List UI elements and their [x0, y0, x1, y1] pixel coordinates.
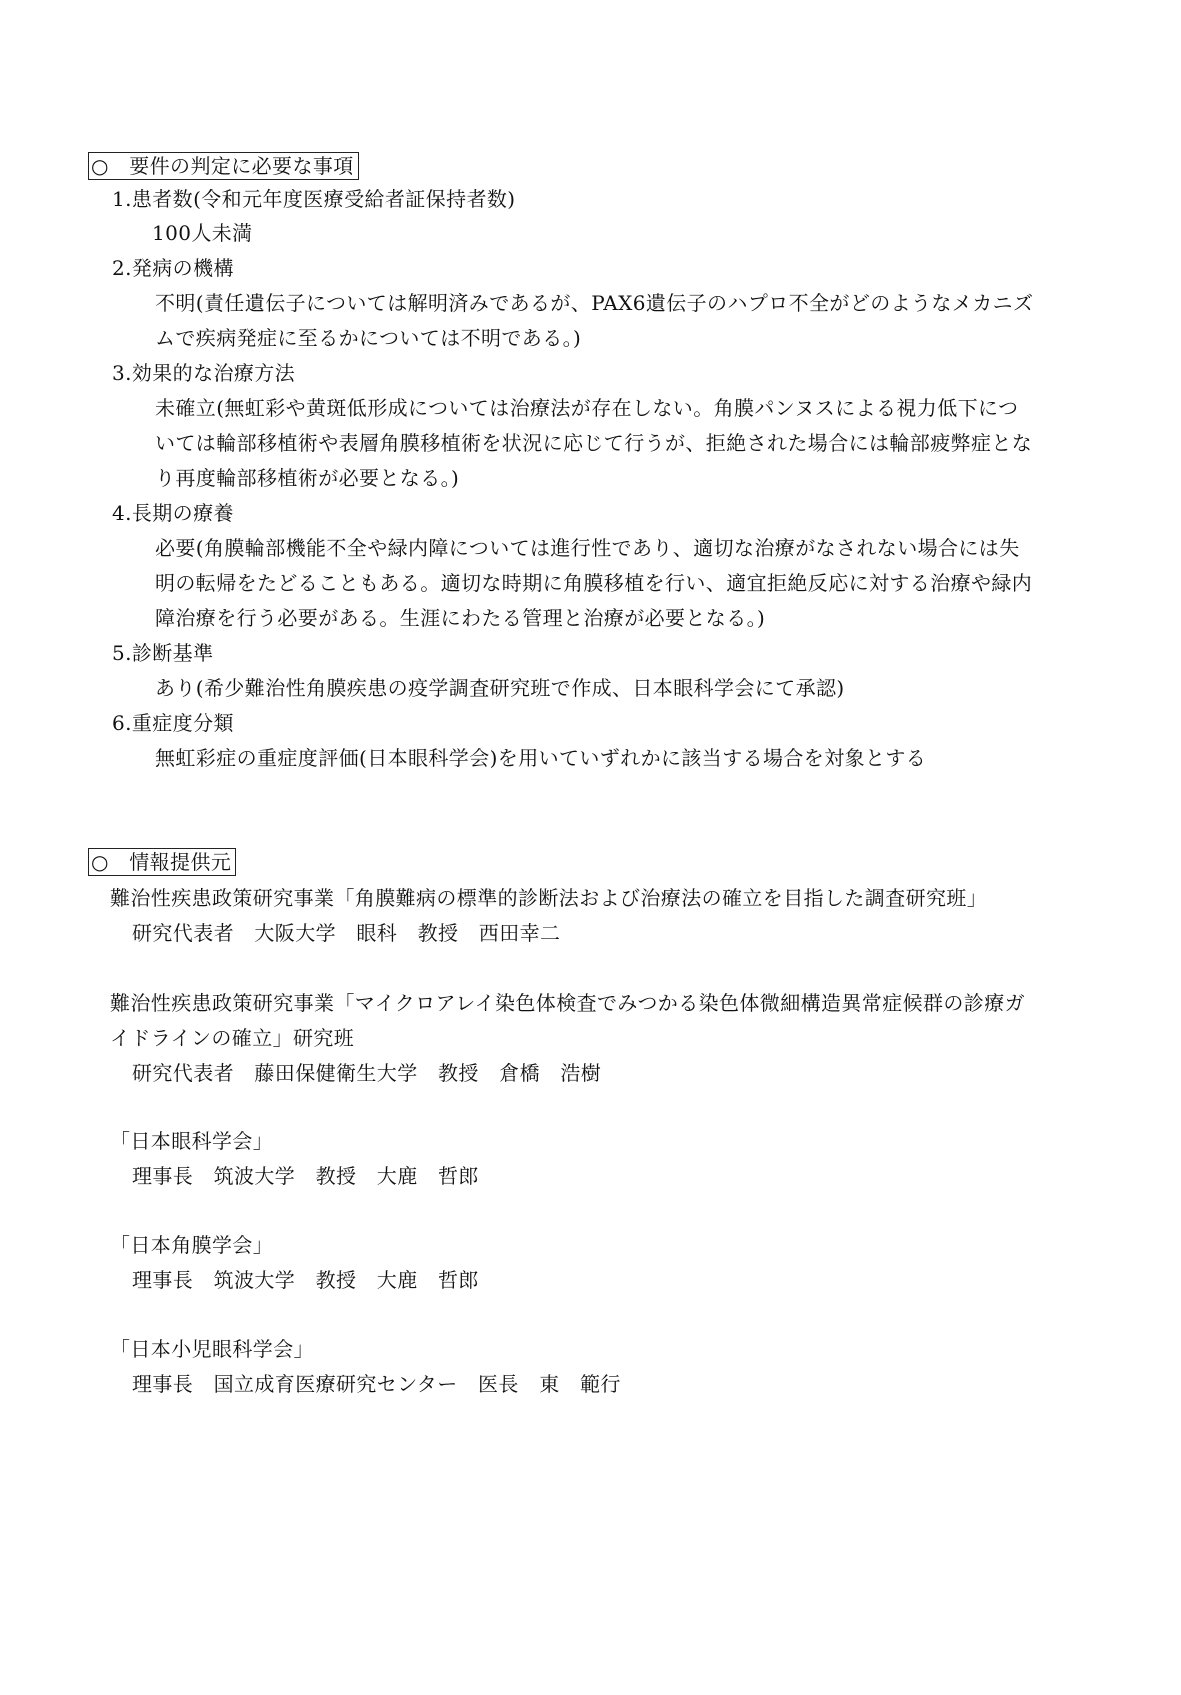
item-body: 100人未満	[152, 221, 253, 245]
item-body: あり(希少難治性角膜疾患の疫学調査研究班で作成、日本眼科学会にて承認)	[155, 676, 845, 700]
item-title-severity: 6.重症度分類	[112, 711, 234, 735]
item-body: 必要(角膜輪部機能不全や緑内障については進行性であり、適切な治療がなされない場合には失	[155, 536, 1020, 560]
item-body: 明の転帰をたどることもある。適切な時期に角膜移植を行い、適宜拒絶反応に対する治療や緑内	[155, 571, 1033, 595]
organization-representative: 理事長 国立成育医療研究センター 医長 東 範行	[132, 1372, 621, 1396]
item-title-patients: 1.患者数(令和元年度医療受給者証保持者数)	[112, 187, 516, 211]
section-heading-sources: ○ 情報提供元	[88, 848, 236, 876]
source-project: 難治性疾患政策研究事業「マイクロアレイ染色体検査でみつかる染色体微細構造異常症候群の診療ガ	[110, 991, 1025, 1015]
item-body: り再度輪部移植術が必要となる。)	[155, 466, 460, 490]
item-body: 未確立(無虹彩や黄斑低形成については治療法が存在しない。角膜パンヌスによる視力低下につ	[155, 396, 1019, 420]
item-title-mechanism: 2.発病の機構	[112, 256, 234, 280]
item-body: 障治療を行う必要がある。生涯にわたる管理と治療が必要となる。)	[155, 606, 766, 630]
item-title-longterm: 4.長期の療養	[112, 501, 234, 525]
item-body: いては輪部移植術や表層角膜移植術を状況に応じて行うが、拒絶された場合には輪部疲弊症とな	[155, 431, 1033, 455]
organization-name: 「日本小児眼科学会」	[110, 1337, 314, 1361]
source-representative: 研究代表者 藤田保健衛生大学 教授 倉橋 浩樹	[132, 1061, 602, 1085]
organization-name: 「日本角膜学会」	[110, 1233, 274, 1257]
organization-representative: 理事長 筑波大学 教授 大鹿 哲郎	[132, 1164, 479, 1188]
item-body: 無虹彩症の重症度評価(日本眼科学会)を用いていずれかに該当する場合を対象とする	[155, 746, 927, 770]
organization-name: 「日本眼科学会」	[110, 1129, 274, 1153]
source-representative: 研究代表者 大阪大学 眼科 教授 西田幸二	[132, 921, 561, 945]
organization-representative: 理事長 筑波大学 教授 大鹿 哲郎	[132, 1268, 479, 1292]
item-body: 不明(責任遺伝子については解明済みであるが、PAX6遺伝子のハプロ不全がどのようなメカニズ	[155, 291, 1034, 315]
item-title-treatment: 3.効果的な治療方法	[112, 361, 296, 385]
item-body: ムで疾病発症に至るかについては不明である。)	[155, 326, 582, 350]
item-title-diagnosis: 5.診断基準	[112, 641, 214, 665]
source-project: 難治性疾患政策研究事業「角膜難病の標準的診断法および治療法の確立を目指した調査研究班」	[110, 886, 988, 910]
source-project: イドラインの確立」研究班	[110, 1026, 355, 1050]
section-heading-requirements: ○ 要件の判定に必要な事項	[88, 152, 359, 180]
